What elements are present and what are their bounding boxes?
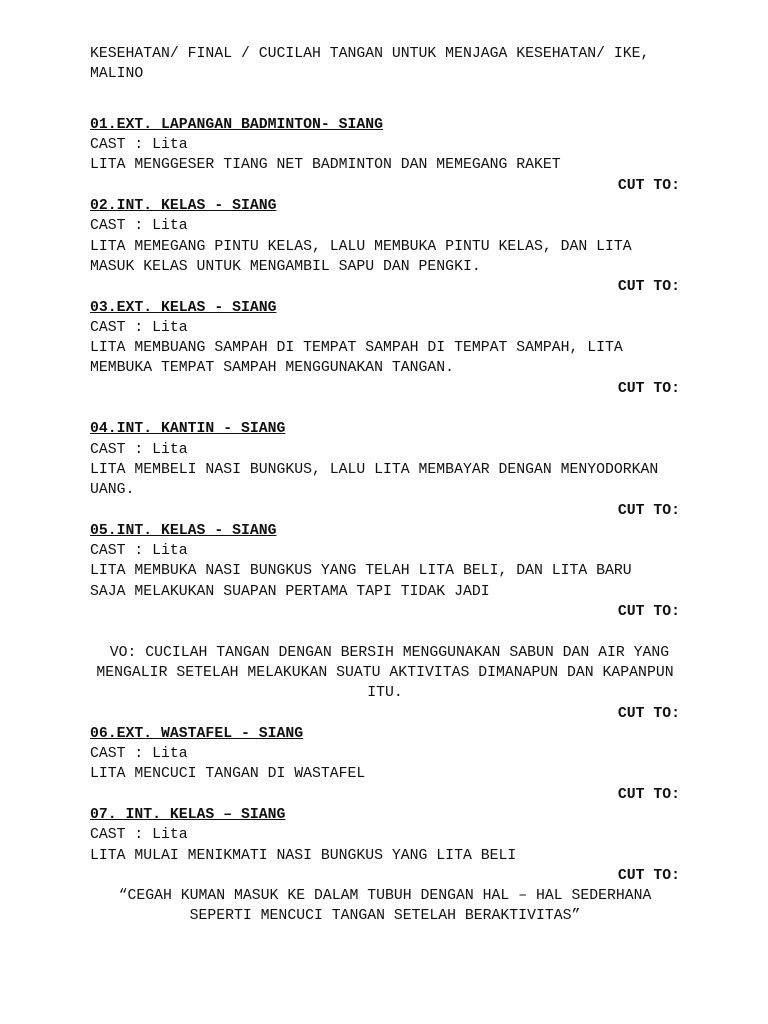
scene-action-04-line-1: LITA MEMBELI NASI BUNGKUS, LALU LITA MEMBAYAR DENGAN MENYODORKAN xyxy=(90,461,659,478)
scene-action-06: LITA MENCUCI TANGAN DI WASTAFEL xyxy=(90,766,366,783)
scene-heading-07: 07. INT. KELAS – SIANG xyxy=(90,806,286,823)
scene-heading-06: 06.EXT. WASTAFEL - SIANG xyxy=(90,725,304,742)
document-header-line-1: KESEHATAN/ FINAL / CUCILAH TANGAN UNTUK MENJAGA KESEHATAN/ IKE, xyxy=(90,46,650,62)
cut-to-03: CUT TO: xyxy=(617,380,680,397)
cut-to-05: CUT TO: xyxy=(617,604,680,621)
cut-to-01: CUT TO: xyxy=(617,177,680,194)
cut-to-04: CUT TO: xyxy=(617,502,680,519)
scene-cast-05: CAST : Lita xyxy=(90,543,188,560)
scene-heading-04: 04.INT. KANTIN - SIANG xyxy=(90,421,286,438)
scene-cast-03: CAST : Lita xyxy=(90,319,188,336)
closing-message-line-1: “CEGAH KUMAN MASUK KE DALAM TUBUH DENGAN HAL – HAL SEDERHANA xyxy=(118,888,652,905)
scene-action-07: LITA MULAI MENIKMATI NASI BUNGKUS YANG LITA BELI xyxy=(90,847,517,864)
scene-action-04-line-2: UANG. xyxy=(90,482,135,499)
cut-to-02: CUT TO: xyxy=(617,279,680,296)
scene-heading-05: 05.INT. KELAS - SIANG xyxy=(90,522,277,539)
scene-heading-03: 03.EXT. KELAS - SIANG xyxy=(90,299,277,316)
scene-action-05-line-1: LITA MEMBUKA NASI BUNGKUS YANG TELAH LITA BELI, DAN LITA BARU xyxy=(90,563,632,580)
document-header-line-2: MALINO xyxy=(90,66,144,83)
cut-to-vo: CUT TO: xyxy=(617,705,680,722)
scene-cast-06: CAST : Lita xyxy=(90,746,188,763)
scene-cast-01: CAST : Lita xyxy=(90,137,188,154)
script-page xyxy=(90,44,680,927)
scene-action-02-line-2: MASUK KELAS UNTUK MENGAMBIL SAPU DAN PENGKI. xyxy=(90,258,481,275)
voice-over-line-2: MENGALIR SETELAH MELAKUKAN SUATU AKTIVITAS DIMANAPUN DAN KAPANPUN xyxy=(96,664,674,681)
cut-to-06: CUT TO: xyxy=(617,786,680,803)
scene-action-03-line-2: MEMBUKA TEMPAT SAMPAH MENGGUNAKAN TANGAN. xyxy=(90,360,455,377)
scene-action-05-line-2: SAJA MELAKUKAN SUAPAN PERTAMA TAPI TIDAK JADI xyxy=(90,583,490,600)
scene-action-01: LITA MENGGESER TIANG NET BADMINTON DAN MEMEGANG RAKET xyxy=(90,157,561,174)
scene-action-03-line-1: LITA MEMBUANG SAMPAH DI TEMPAT SAMPAH DI TEMPAT SAMPAH, LITA xyxy=(90,340,623,357)
scene-cast-04: CAST : Lita xyxy=(90,441,188,458)
voice-over-line-1: VO: CUCILAH TANGAN DENGAN BERSIH MENGGUNAKAN SABUN DAN AIR YANG xyxy=(100,644,670,661)
scene-heading-02: 02.INT. KELAS - SIANG xyxy=(90,198,277,215)
scene-cast-02: CAST : Lita xyxy=(90,218,188,235)
scene-heading-01: 01.EXT. LAPANGAN BADMINTON- SIANG xyxy=(90,116,384,133)
voice-over-line-3: ITU. xyxy=(367,685,403,702)
cut-to-07: CUT TO: xyxy=(617,867,680,884)
scene-cast-07: CAST : Lita xyxy=(90,827,188,844)
closing-message-line-2: SEPERTI MENCUCI TANGAN SETELAH BERAKTIVITAS” xyxy=(189,908,581,925)
scene-action-02-line-1: LITA MEMEGANG PINTU KELAS, LALU MEMBUKA PINTU KELAS, DAN LITA xyxy=(90,238,632,255)
